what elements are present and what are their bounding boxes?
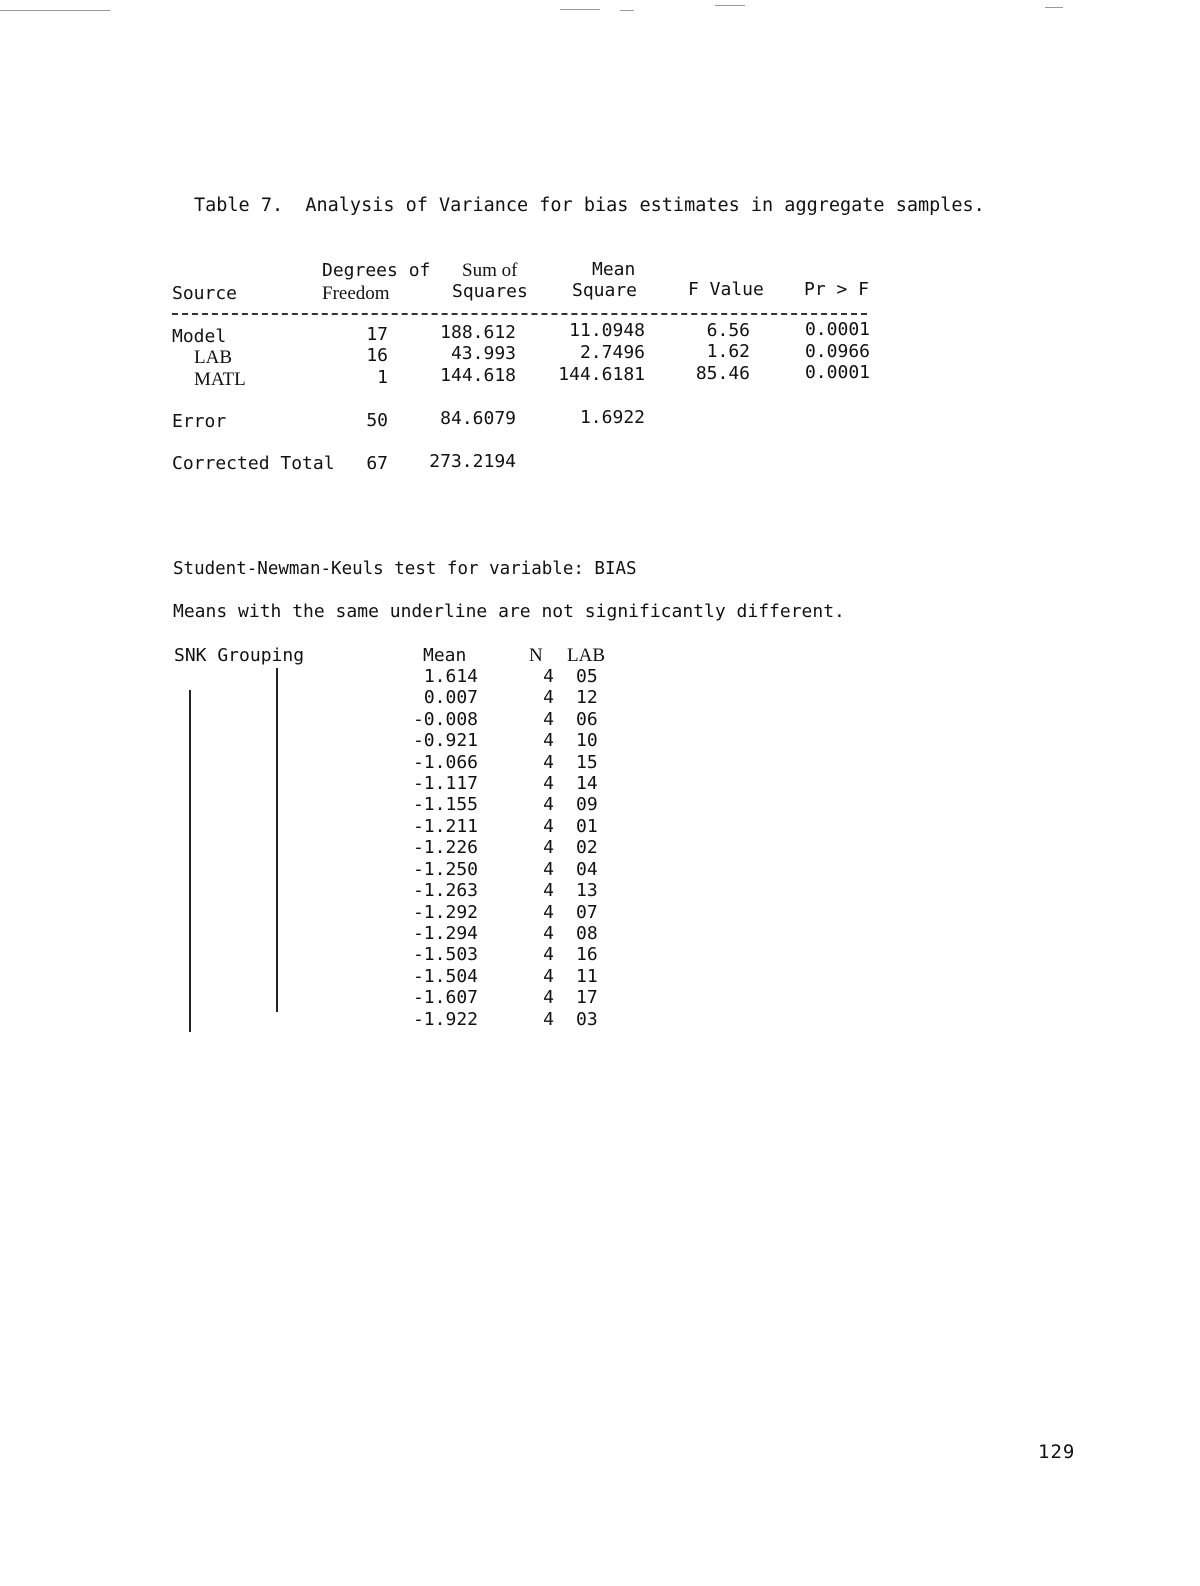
snk-lab: 13	[576, 880, 598, 901]
anova-source: MATL	[194, 369, 246, 390]
snk-n: 4	[543, 752, 554, 773]
snk-lab: 02	[576, 837, 598, 858]
snk-lab: 01	[576, 816, 598, 837]
snk-header-n: N	[529, 645, 543, 666]
snk-mean: -1.292	[412, 902, 478, 923]
snk-n: 4	[543, 666, 554, 687]
snk-lab: 16	[576, 944, 598, 965]
anova-source: Error	[172, 411, 227, 432]
snk-n: 4	[543, 1009, 554, 1030]
snk-mean: -1.155	[412, 794, 478, 815]
snk-n: 4	[543, 944, 554, 965]
anova-ss: 188.612	[440, 322, 516, 343]
snk-lab: 14	[576, 773, 598, 794]
snk-n: 4	[543, 859, 554, 880]
snk-lab: 09	[576, 794, 598, 815]
snk-lab: 03	[576, 1009, 598, 1030]
header-source: Source	[172, 283, 238, 304]
snk-mean: -0.921	[412, 730, 478, 751]
snk-mean: -1.250	[412, 859, 478, 880]
anova-ss: 43.993	[450, 343, 516, 364]
anova-ms: 11.0948	[569, 320, 645, 341]
snk-mean: -1.263	[412, 880, 478, 901]
snk-mean: -0.008	[412, 709, 478, 730]
snk-lab: 04	[576, 859, 598, 880]
snk-mean: 1.614	[423, 666, 478, 687]
snk-lab: 10	[576, 730, 598, 751]
anova-f: 1.62	[706, 341, 750, 362]
snk-header-mean: Mean	[423, 645, 467, 666]
snk-mean: 0.007	[423, 687, 478, 708]
snk-lab: 15	[576, 752, 598, 773]
anova-df: 17	[366, 324, 388, 345]
anova-p: 0.0001	[804, 319, 870, 340]
anova-ms: 1.6922	[579, 407, 645, 428]
scan-artifact	[715, 5, 745, 6]
snk-n: 4	[543, 816, 554, 837]
snk-note: Means with the same underline are not significantly different.	[173, 601, 845, 622]
page-number: 129	[1038, 1441, 1076, 1463]
snk-lab: 17	[576, 987, 598, 1008]
anova-df: 16	[366, 345, 388, 366]
anova-f: 85.46	[695, 363, 750, 384]
snk-header-grouping: SNK Grouping	[174, 645, 305, 666]
anova-df: 67	[366, 453, 388, 474]
snk-mean: -1.211	[412, 816, 478, 837]
anova-ss: 84.6079	[440, 408, 516, 429]
snk-mean: -1.294	[412, 923, 478, 944]
table-caption: Table 7. Analysis of Variance for bias estimates in aggregate samples.	[194, 195, 985, 216]
scan-artifact	[1045, 7, 1063, 8]
snk-mean: -1.117	[412, 773, 478, 794]
header-ms-line1: Mean	[592, 259, 636, 280]
header-f-value: F Value	[688, 279, 764, 300]
snk-header-lab: LAB	[567, 645, 605, 666]
snk-n: 4	[543, 880, 554, 901]
snk-n: 4	[543, 837, 554, 858]
snk-lab: 12	[576, 687, 598, 708]
snk-lab: 07	[576, 902, 598, 923]
header-ms-line2: Square	[572, 280, 638, 301]
snk-n: 4	[543, 687, 554, 708]
scan-artifact	[0, 10, 110, 11]
anova-source: Corrected Total	[172, 453, 335, 474]
snk-mean: -1.504	[412, 966, 478, 987]
header-rule	[172, 313, 867, 315]
snk-n: 4	[543, 902, 554, 923]
anova-source: Model	[172, 326, 227, 347]
anova-ms: 144.6181	[558, 364, 645, 385]
snk-lab: 11	[576, 966, 598, 987]
header-df-line2: Freedom	[322, 283, 390, 304]
anova-df: 1	[377, 367, 388, 388]
anova-source: LAB	[194, 347, 232, 368]
snk-group-bar-b	[189, 690, 191, 1032]
anova-ms: 2.7496	[579, 342, 645, 363]
header-df-line1: Degrees of	[322, 260, 431, 281]
anova-ss: 273.2194	[429, 451, 516, 472]
snk-n: 4	[543, 794, 554, 815]
snk-n: 4	[543, 966, 554, 987]
scan-artifact	[560, 9, 600, 10]
header-ss-line2: Squares	[452, 281, 528, 302]
snk-mean: -1.922	[412, 1009, 478, 1030]
snk-mean: -1.226	[412, 837, 478, 858]
snk-n: 4	[543, 923, 554, 944]
header-ss-line1: Sum of	[462, 260, 518, 281]
snk-n: 4	[543, 730, 554, 751]
snk-mean: -1.066	[412, 752, 478, 773]
snk-lab: 06	[576, 709, 598, 730]
anova-df: 50	[366, 410, 388, 431]
snk-mean: -1.503	[412, 944, 478, 965]
scan-artifact	[620, 10, 634, 11]
anova-f: 6.56	[706, 320, 750, 341]
snk-lab: 05	[576, 666, 598, 687]
snk-n: 4	[543, 987, 554, 1008]
header-pr-f: Pr > F	[804, 279, 870, 300]
snk-mean: -1.607	[412, 987, 478, 1008]
anova-p: 0.0001	[804, 362, 870, 383]
snk-n: 4	[543, 773, 554, 794]
snk-title: Student-Newman-Keuls test for variable: BIAS	[173, 559, 637, 579]
snk-lab: 08	[576, 923, 598, 944]
anova-ss: 144.618	[440, 365, 516, 386]
snk-n: 4	[543, 709, 554, 730]
anova-p: 0.0966	[804, 341, 870, 362]
snk-group-bar-a	[276, 668, 278, 1012]
